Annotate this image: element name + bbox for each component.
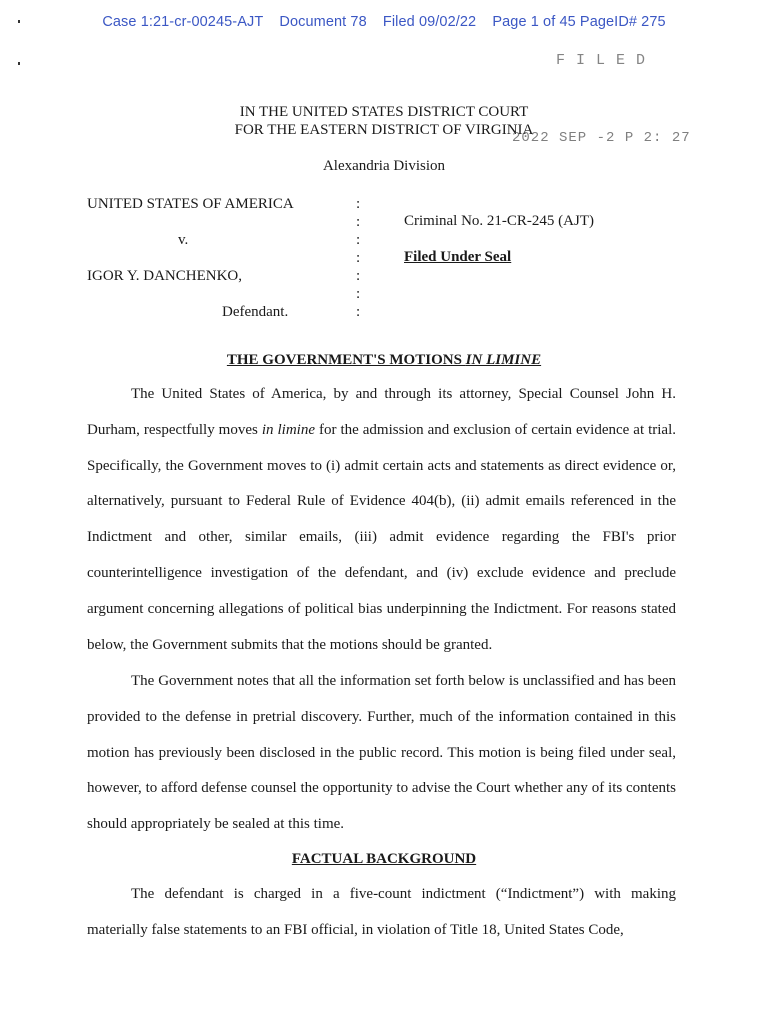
- paragraph-unclassified-note: The Government notes that all the information set forth below is unclassified and has been provided to the defense in pretrial discovery. Further, much of the information contained in this motion has previously been disclosed in the public record. This motion is being filed under seal, however, to afford defense counsel the opportunity to advise the Court whether any of its contents should appropriately be sealed at this time.: [87, 673, 676, 833]
- caption-colon: :: [356, 286, 361, 302]
- criminal-number: Criminal No. 21-CR-245 (AJT): [404, 213, 594, 229]
- caption-colon: :: [356, 250, 361, 266]
- caption-colon: :: [356, 232, 361, 248]
- paragraph-intro: [87, 377, 676, 663]
- filed-date: Filed 09/02/22: [382, 14, 477, 30]
- paragraph-intro-part-a: The United States of America, by and through its attorney, Special Counsel John H. Durham, respectfully moves: [87, 386, 676, 438]
- court-district: FOR THE EASTERN DISTRICT OF VIRGINIA: [234, 122, 534, 138]
- factual-background-title: FACTUAL BACKGROUND: [291, 851, 477, 867]
- caption-colon: :: [356, 268, 361, 284]
- case-number: Case 1:21-cr-00245-AJT: [102, 14, 264, 30]
- caption-colon: :: [356, 304, 361, 320]
- ecf-header: [0, 14, 768, 30]
- caption-defendant-name: IGOR Y. DANCHENKO,: [87, 268, 243, 284]
- document-number: Document 78: [279, 14, 367, 30]
- paragraph-factual-background: The defendant is charged in a five-count indictment (“Indictment”) with making materially false statements to an FBI official, in violation of Title 18, United States Code,: [87, 886, 676, 938]
- caption-defendant-label: Defendant.: [222, 304, 289, 320]
- paragraph-intro-part-b: for the admission and exclusion of certain evidence at trial. Specifically, the Government moves to (i) admit certain acts and statements as direct evidence or, alternatively, pursuant to Federal Rule of Evidence 404(b), (ii) admit emails referenced in the Indictment and other, similar emails, (iii) admit evidence regarding the FBI's prior counterintelligence investigation of the defendant, and (iv) exclude evidence and preclude argument concerning allegations of political bias underpinning the Indictment. For reasons stated below, the Government submits that the motions should be granted.: [87, 421, 677, 653]
- filed-stamp: F I L E D: [556, 52, 647, 69]
- clerk-date-stamp: 2022 SEP -2 P 2: 27: [512, 130, 691, 146]
- court-division: Alexandria Division: [322, 158, 446, 174]
- caption-versus: v.: [178, 232, 189, 248]
- caption-colon: :: [356, 214, 361, 230]
- motions-title: [0, 352, 768, 369]
- page-info: Page 1 of 45 PageID# 275: [492, 14, 666, 30]
- motions-title-prefix: THE GOVERNMENT'S MOTIONS: [226, 352, 466, 368]
- caption-plaintiff: UNITED STATES OF AMERICA: [87, 196, 294, 212]
- scan-speck: [18, 62, 20, 65]
- caption-colon: :: [356, 196, 361, 212]
- filed-under-seal: Filed Under Seal: [404, 249, 512, 265]
- scan-speck: [18, 20, 20, 23]
- caption-colon-column: [356, 195, 366, 321]
- motions-title-italic: IN LIMINE: [465, 352, 542, 368]
- court-name: IN THE UNITED STATES DISTRICT COURT: [239, 104, 529, 120]
- paragraph-intro-italic: in limine: [261, 421, 315, 438]
